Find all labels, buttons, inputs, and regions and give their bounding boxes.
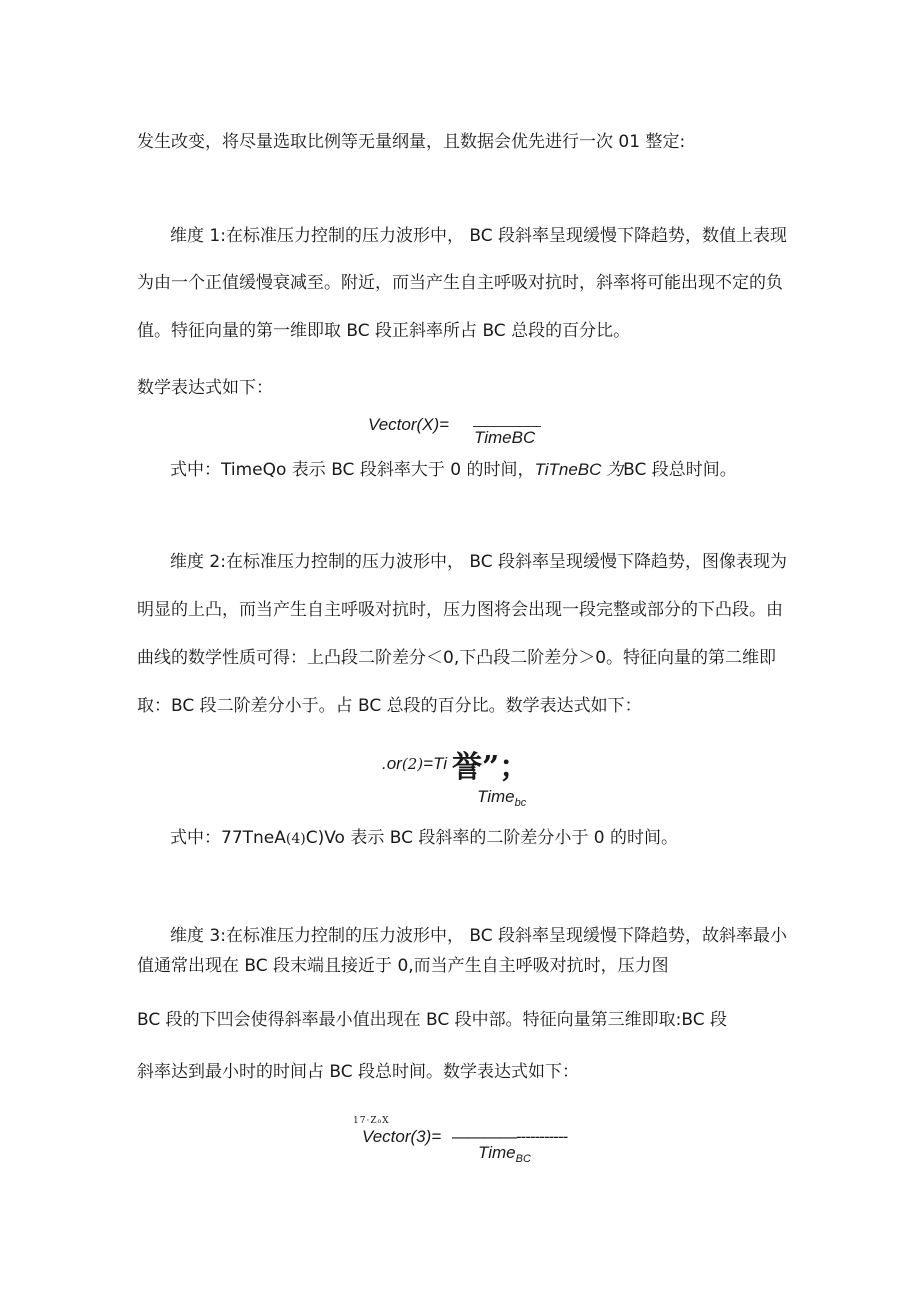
formula-2-denominator-sub: bc xyxy=(514,797,527,809)
math-expression-label: 数学表达式如下： xyxy=(137,378,273,398)
formula-3-numerator: 17·Z₀X xyxy=(353,1116,390,1126)
dimension-2-line-4: 取：BC 段二阶差分小于。占 BC 总段的百分比。数学表达式如下： xyxy=(137,696,642,716)
formula-3-denominator xyxy=(478,1143,531,1165)
formula-1-note-c: BC 段总时间。 xyxy=(623,460,737,480)
dimension-1-line-3: 值。特征向量的第一维即取 BC 段正斜率所占 BC 总段的百分比。 xyxy=(137,321,631,341)
formula-3-denominator-sub: BC xyxy=(515,1153,531,1165)
formula-1-note-a: 式中：TimeQo 表示 BC 段斜率大于 0 的时间， xyxy=(170,460,535,480)
dimension-3-line-1: 维度 3:在标准压力控制的压力波形中， BC 段斜率呈现缓慢下降趋势，故斜率最小 xyxy=(170,926,787,946)
formula-2-lhs-a: .or xyxy=(382,754,402,773)
dimension-3-line-2: 值通常出现在 BC 段末端且接近于 0,而当产生自主呼吸对抗时，压力图 xyxy=(137,956,669,976)
dimension-2-line-2: 明显的上凸，而当产生自主呼吸对抗时，压力图将会出现一段完整或部分的下凸段。由 xyxy=(137,600,783,620)
formula-2-lhs xyxy=(382,754,447,774)
formula-2-lhs-c: =Ti xyxy=(423,754,448,773)
dimension-2-line-3: 曲线的数学性质可得：上凸段二阶差分＜0,下凸段二阶差分＞0。特征向量的第二维即 xyxy=(137,648,777,668)
formula-2-lhs-b: (2) xyxy=(401,755,424,773)
paragraph-intro: 发生改变，将尽量选取比例等无量纲量，且数据会优先进行一次 01 整定: xyxy=(137,132,686,152)
dimension-3-line-4: 斜率达到最小时的时间占 BC 段总时间。数学表达式如下： xyxy=(137,1062,580,1082)
formula-3-denominator-main: Time xyxy=(478,1143,516,1162)
dimension-3-line-3: BC 段的下凹会使得斜率最小值出现在 BC 段中部。特征向量第三维即取:BC 段 xyxy=(137,1010,728,1030)
formula-2-note-b: (4) xyxy=(285,831,306,847)
dimension-1-line-1: 维度 1:在标准压力控制的压力波形中， BC 段斜率呈现缓慢下降趋势，数值上表现 xyxy=(170,226,787,246)
formula-2-denominator xyxy=(477,787,526,809)
formula-1-fraction-bar xyxy=(473,426,541,427)
formula-2-note-c: C)Vo 表示 BC 段斜率的二阶差分小于 0 的时间。 xyxy=(305,828,679,848)
formula-1-denominator: TimeBC xyxy=(474,428,536,447)
formula-1-note xyxy=(170,459,737,481)
formula-2-denominator-main: Time xyxy=(477,787,515,806)
formula-2-note xyxy=(170,827,678,850)
formula-1-note-b: TiTneBC 为 xyxy=(534,460,624,479)
formula-3-lhs: Vector(3)= xyxy=(362,1127,442,1146)
dimension-1-line-2: 为由一个正值缓慢衰减至。附近，而当产生自主呼吸对抗时，斜率将可能出现不定的负 xyxy=(137,273,783,293)
formula-2-garbled-glyph: 誉”； xyxy=(452,750,530,785)
formula-3-fraction-rule: ————----------- xyxy=(452,1127,568,1146)
formula-2-note-a: 式中：77TneA xyxy=(170,828,286,848)
dimension-2-line-1: 维度 2:在标准压力控制的压力波形中， BC 段斜率呈现缓慢下降趋势，图像表现为 xyxy=(170,552,787,572)
formula-1-lhs: Vector(X)= xyxy=(368,415,450,434)
